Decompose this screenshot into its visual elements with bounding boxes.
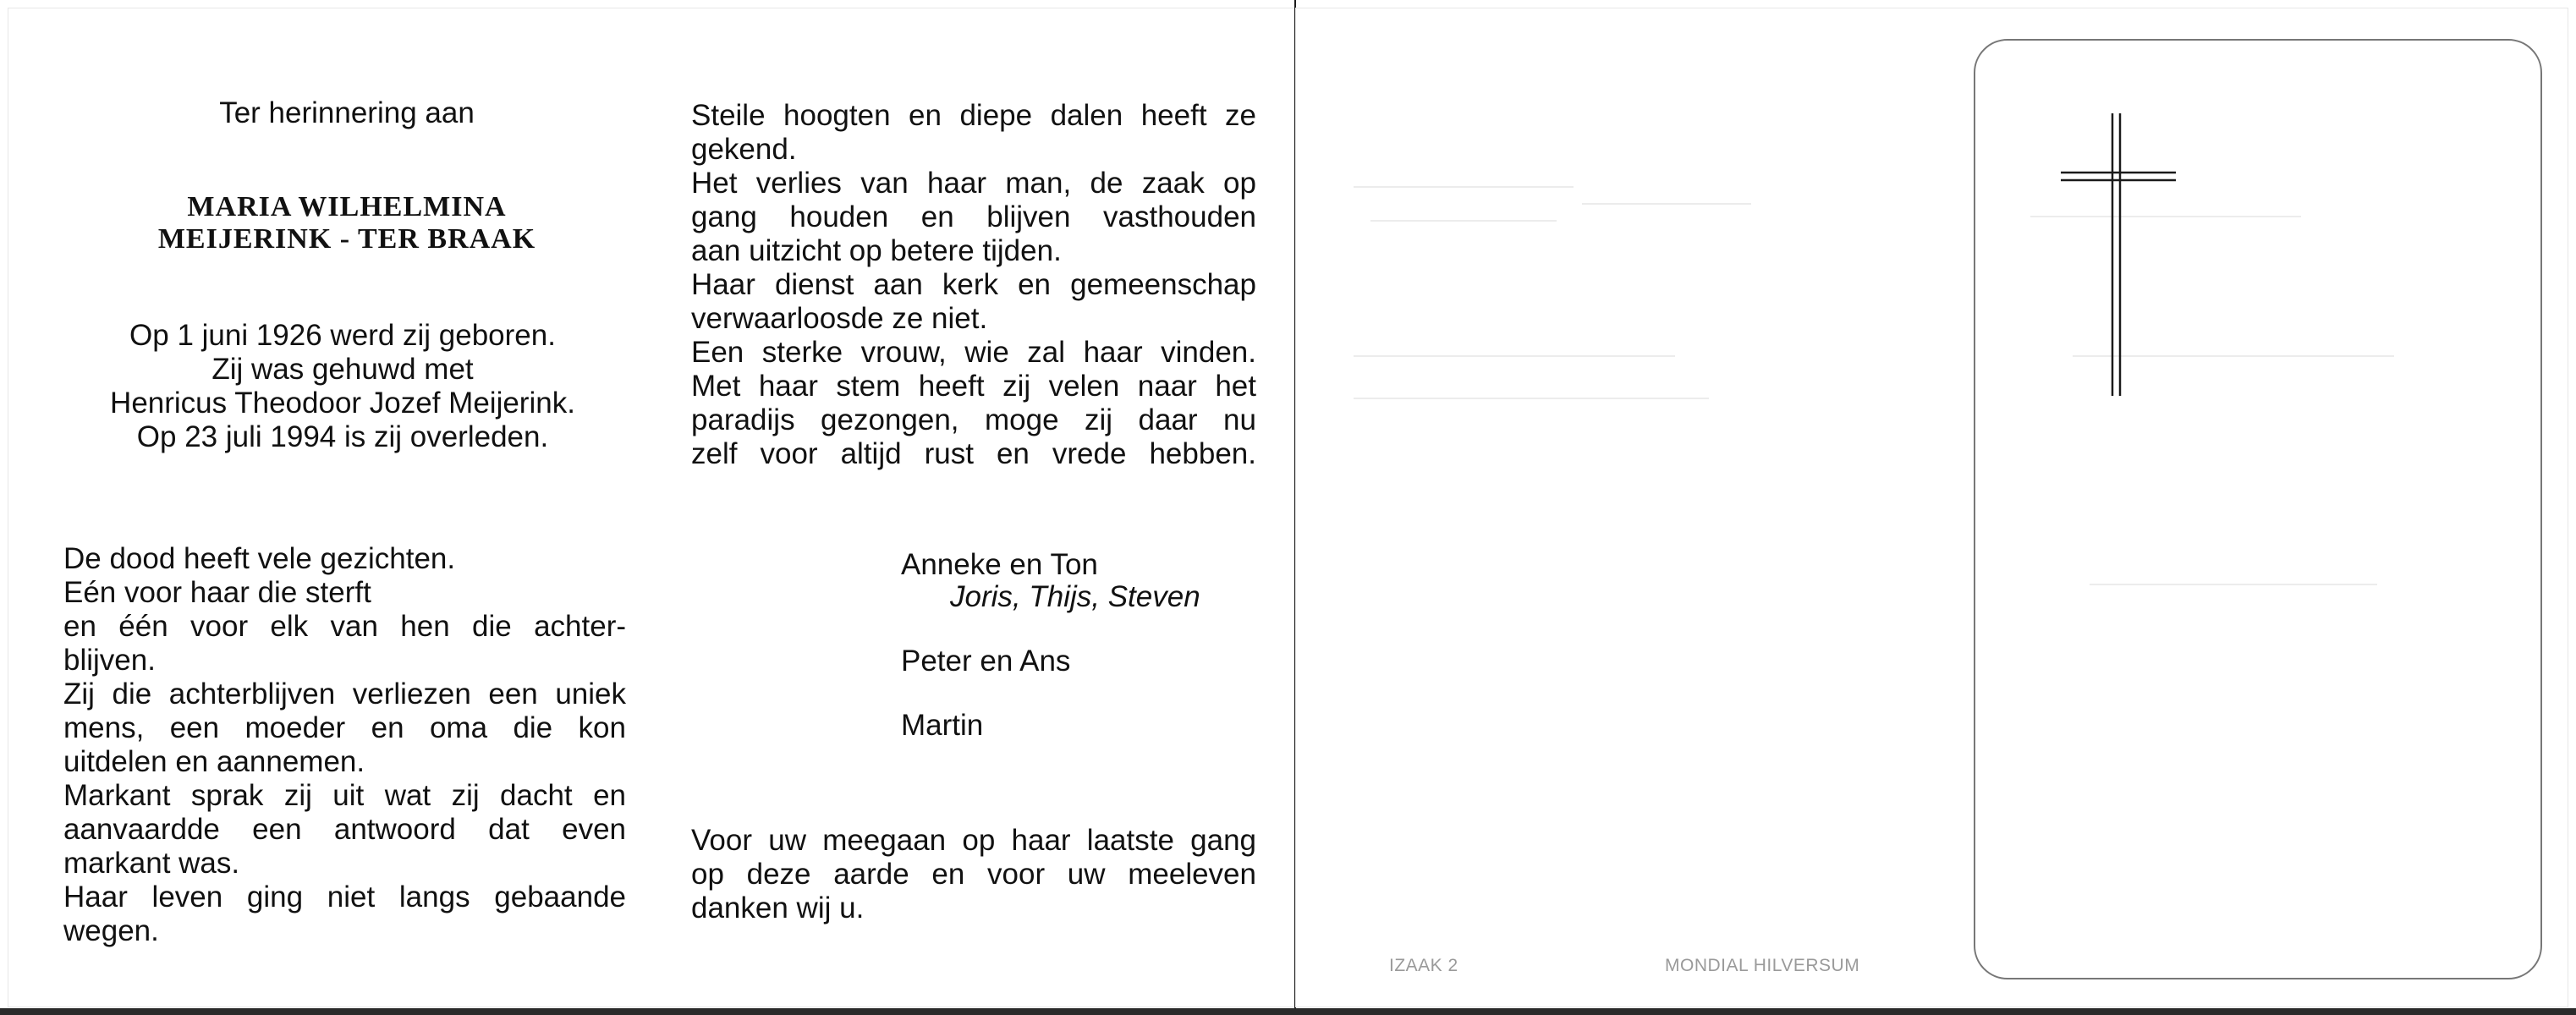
poem-line: De dood heeft vele gezichten.: [63, 542, 456, 575]
design-code: IZAAK 2: [1389, 956, 1458, 975]
show-through-mark: [1354, 355, 1675, 357]
deceased-name-line-2: MEIJERINK - TER BRAAK: [157, 223, 536, 255]
poem-line: mens, een moeder en oma die kon: [63, 711, 626, 744]
show-through-mark: [1370, 220, 1557, 222]
deceased-name-line-1: MARIA WILHELMINA: [187, 191, 507, 222]
poem: [63, 542, 626, 948]
verse-line: gekend.: [691, 133, 797, 166]
family-1-children: Joris, Thijs, Steven: [950, 580, 1200, 613]
bio-line: Zij was gehuwd met: [211, 353, 474, 386]
poem-line: Markant sprak zij uit wat zij dacht en: [63, 779, 626, 812]
family-2: Peter en Ans: [901, 645, 1071, 678]
bio-line: Op 1 juni 1926 werd zij geboren.: [129, 319, 556, 352]
family-3: Martin: [901, 709, 984, 742]
poem-line: blijven.: [63, 644, 156, 677]
poem-line: wegen.: [63, 914, 159, 947]
poem-line: Zij die achterblijven verliezen een uniek: [63, 678, 626, 710]
verse: [691, 99, 1256, 471]
intro-text: Ter herinnering aan: [219, 96, 475, 129]
thanks: [691, 824, 1256, 925]
show-through-mark: [1354, 398, 1709, 399]
thanks-line: op deze aarde en voor uw meeleven: [691, 858, 1256, 891]
verse-line: Met haar stem heeft zij velen naar het: [691, 370, 1256, 403]
poem-line: Haar leven ging niet langs gebaande: [63, 881, 626, 914]
verse-line: paradijs gezongen, moge zij daar nu: [691, 403, 1256, 436]
bio-line: Henricus Theodoor Jozef Meijerink.: [110, 387, 575, 420]
poem-line: Eén voor haar die sterft: [63, 576, 371, 609]
verse-line: Haar dienst aan kerk en gemeenschap: [691, 268, 1256, 301]
verse-line: Een sterke vrouw, wie zal haar vinden.: [691, 336, 1256, 369]
poem-line: uitdelen en aannemen.: [63, 745, 365, 778]
show-through-mark: [1582, 203, 1751, 205]
thanks-line: Voor uw meegaan op haar laatste gang: [691, 824, 1256, 857]
verse-line: Het verlies van haar man, de zaak op: [691, 167, 1256, 200]
cover-frame: [1974, 39, 2542, 979]
poem-line: en één voor elk van hen die achter-: [63, 610, 626, 643]
printer-name: MONDIAL HILVERSUM: [1665, 956, 1860, 975]
poem-line: markant was.: [63, 847, 240, 880]
verse-line: Steile hoogten en diepe dalen heeft ze: [691, 99, 1256, 132]
biography: [51, 319, 634, 454]
latin-cross-icon: [2061, 113, 2176, 396]
thanks-line: danken wij u.: [691, 892, 865, 924]
poem-line: aanvaardde een antwoord dat even: [63, 813, 626, 846]
scan-bottom-edge: [0, 1008, 2576, 1015]
verse-line: aan uitzicht op betere tijden.: [691, 234, 1062, 267]
family-1: Anneke en Ton: [901, 548, 1098, 581]
show-through-mark: [1354, 186, 1574, 188]
bio-line: Op 23 juli 1994 is zij overleden.: [136, 420, 549, 453]
verse-line: zelf voor altijd rust en vrede hebben.: [691, 437, 1256, 470]
verse-line: gang houden en blijven vasthouden: [691, 200, 1256, 233]
verse-line: verwaarloosde ze niet.: [691, 302, 988, 335]
